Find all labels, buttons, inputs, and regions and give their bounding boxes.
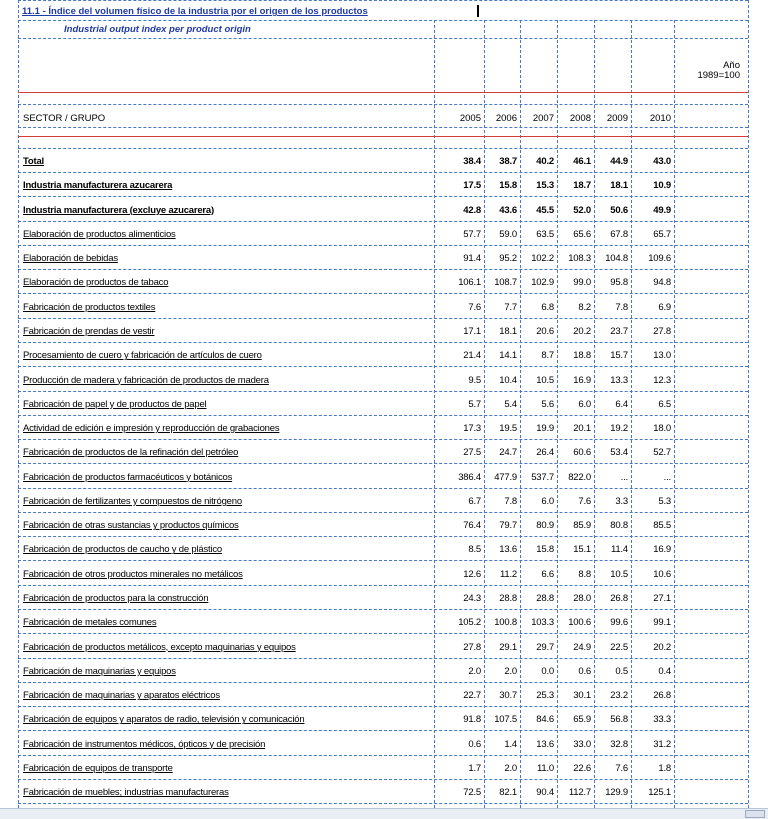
- grid-hline: [18, 658, 748, 659]
- grid-hline: [18, 172, 748, 173]
- row-value-2007: 11.0: [537, 763, 554, 774]
- row-value-2005: 7.6: [468, 301, 481, 313]
- row-value-2008: 100.6: [568, 617, 591, 629]
- year-header-5: 2010: [649, 113, 671, 124]
- grid-hline: [18, 38, 748, 39]
- grid-hline: [18, 463, 748, 464]
- row-value-2007: 10.5: [536, 374, 554, 386]
- year-header-4: 2009: [606, 113, 628, 124]
- row-value-2009: 104.8: [605, 253, 628, 265]
- row-value-2006: 11.2: [500, 568, 517, 580]
- row-value-2008: 108.3: [568, 253, 591, 265]
- row-value-2005: 105.2: [458, 617, 481, 629]
- grid-hline: [18, 104, 748, 105]
- row-label: Fabricación de muebles; industrias manufactureras: [23, 787, 229, 799]
- row-label: Fabricación de maquinarias y equipos: [23, 665, 176, 677]
- row-value-2008: 15.1: [573, 544, 591, 556]
- row-value-2010: ...: [663, 471, 671, 483]
- row-value-2009: 95.8: [610, 277, 628, 289]
- row-value-2008: 8.2: [578, 301, 591, 313]
- row-label: Fabricación de productos de la refinación del petróleo: [23, 447, 239, 459]
- row-value-2005: 27.8: [463, 641, 481, 653]
- row-value-2006: 100.8: [494, 617, 517, 629]
- row-value-2007: 103.3: [531, 617, 554, 629]
- row-value-2010: 109.6: [648, 253, 671, 265]
- row-label: Elaboración de productos de tabaco: [23, 277, 169, 289]
- row-value-2005: 5.7: [468, 398, 481, 410]
- page-break-line: [748, 0, 749, 808]
- row-value-2007: 6.8: [541, 301, 554, 313]
- unit-label-year: Año: [723, 60, 740, 71]
- row-value-2006: 18.1: [499, 325, 517, 337]
- grid-hline: [18, 127, 748, 128]
- row-value-2010: 52.7: [653, 447, 671, 459]
- row-value-2007: 0.0: [541, 665, 554, 677]
- grid-hline: [18, 269, 748, 270]
- grid-vline: [484, 20, 485, 808]
- row-value-2008: 60.6: [573, 447, 591, 459]
- row-label: Fabricación de maquinarias y aparatos eléctricos: [23, 690, 220, 702]
- row-value-2010: 31.2: [653, 738, 671, 750]
- row-value-2008: 22.6: [573, 763, 591, 774]
- row-value-2008: 18.8: [573, 350, 591, 362]
- row-value-2007: 537.7: [531, 471, 554, 483]
- row-value-2007: 26.4: [536, 447, 554, 459]
- row-value-2010: 0.4: [658, 665, 671, 677]
- row-value-2005: 17.5: [463, 180, 481, 192]
- row-value-2008: 0.6: [578, 665, 591, 677]
- row-label: Fabricación de otros productos minerales no metálicos: [23, 568, 243, 580]
- row-value-2006: 2.0: [504, 665, 517, 677]
- grid-hline: [18, 0, 748, 1]
- row-value-2009: 23.7: [610, 325, 628, 337]
- row-value-2007: 15.8: [536, 544, 554, 556]
- row-value-2009: 10.5: [610, 568, 628, 580]
- row-value-2008: 112.7: [568, 787, 591, 799]
- row-value-2008: 8.8: [578, 568, 591, 580]
- row-value-2005: 27.5: [463, 447, 481, 459]
- grid-hline: [18, 318, 748, 319]
- row-label: Procesamiento de cuero y fabricación de artículos de cuero: [23, 350, 262, 362]
- row-value-2010: 20.2: [653, 641, 671, 653]
- grid-vline: [674, 20, 675, 808]
- row-value-2009: 80.8: [610, 520, 628, 532]
- grid-vline: [594, 20, 595, 808]
- row-value-2007: 25.3: [536, 690, 554, 702]
- row-value-2007: 13.6: [536, 738, 554, 750]
- row-value-2008: 24.9: [573, 641, 591, 653]
- row-value-2005: 57.7: [463, 228, 481, 240]
- row-value-2006: 38.7: [499, 156, 517, 167]
- red-rule: [18, 136, 748, 137]
- grid-hline: [18, 342, 748, 343]
- row-value-2006: 43.6: [499, 204, 517, 216]
- row-value-2005: 91.4: [463, 253, 481, 265]
- row-value-2007: 15.3: [536, 180, 554, 192]
- grid-vline: [557, 20, 558, 808]
- row-label: Industria manufacturera (excluye azucarera): [23, 204, 214, 216]
- row-value-2006: 14.1: [499, 350, 517, 362]
- grid-vline: [631, 20, 632, 808]
- row-value-2009: 53.4: [610, 447, 628, 459]
- row-value-2005: 2.0: [468, 665, 481, 677]
- row-value-2008: 85.9: [573, 520, 591, 532]
- year-header-1: 2006: [495, 113, 517, 124]
- grid-hline: [18, 415, 748, 416]
- row-value-2005: 9.5: [468, 374, 481, 386]
- row-value-2006: 7.8: [504, 495, 517, 507]
- row-value-2010: 125.1: [648, 787, 671, 799]
- row-value-2005: 6.7: [468, 495, 481, 507]
- grid-vline: [520, 20, 521, 808]
- row-value-2009: 15.7: [610, 350, 628, 362]
- red-rule: [18, 92, 748, 93]
- row-value-2008: 33.0: [573, 738, 591, 750]
- grid-hline: [18, 293, 748, 294]
- grid-hline: [18, 488, 748, 489]
- row-value-2005: 1.7: [468, 763, 481, 774]
- row-value-2007: 80.9: [536, 520, 554, 532]
- row-value-2006: 82.1: [499, 787, 517, 799]
- row-value-2010: 65.7: [653, 228, 671, 240]
- grid-vline: [434, 20, 435, 808]
- row-value-2005: 22.7: [463, 690, 481, 702]
- row-value-2009: 7.6: [615, 763, 628, 774]
- row-value-2010: 27.8: [653, 325, 671, 337]
- row-value-2006: 79.7: [499, 520, 517, 532]
- row-value-2005: 42.8: [463, 204, 481, 216]
- row-value-2008: 822.0: [568, 471, 591, 483]
- row-value-2008: 20.1: [573, 423, 591, 435]
- row-value-2006: 15.8: [499, 180, 517, 192]
- row-value-2005: 17.3: [463, 423, 481, 435]
- row-value-2006: 95.2: [499, 253, 517, 265]
- row-value-2009: 67.8: [610, 228, 628, 240]
- row-value-2008: 65.6: [573, 228, 591, 240]
- row-value-2005: 38.4: [463, 156, 481, 167]
- row-value-2008: 16.9: [573, 374, 591, 386]
- row-value-2008: 7.6: [578, 495, 591, 507]
- row-value-2009: 11.4: [611, 544, 628, 556]
- row-value-2005: 12.6: [463, 568, 481, 580]
- grid-hline: [18, 512, 748, 513]
- horizontal-scrollbar[interactable]: [0, 808, 768, 819]
- row-value-2010: 13.0: [653, 350, 671, 362]
- row-value-2006: 59.0: [499, 228, 517, 240]
- row-value-2010: 12.3: [653, 374, 671, 386]
- row-value-2007: 29.7: [536, 641, 554, 653]
- row-value-2005: 72.5: [463, 787, 481, 799]
- row-label: Fabricación de instrumentos médicos, ópticos y de precisión: [23, 738, 266, 750]
- row-label: Total: [23, 156, 44, 167]
- grid-hline: [18, 560, 748, 561]
- row-value-2008: 52.0: [573, 204, 591, 216]
- row-value-2010: 6.9: [658, 301, 671, 313]
- unit-label-base: 1989=100: [697, 70, 740, 81]
- row-value-2008: 99.0: [573, 277, 591, 289]
- row-value-2009: 19.2: [610, 423, 628, 435]
- row-value-2010: 1.8: [658, 763, 671, 774]
- row-value-2007: 102.9: [531, 277, 554, 289]
- grid-hline: [18, 196, 748, 197]
- grid-vline: [18, 0, 19, 808]
- grid-hline: [18, 366, 748, 367]
- grid-hline: [18, 245, 748, 246]
- row-label: Fabricación de fertilizantes y compuestos de nitrógeno: [23, 495, 242, 507]
- row-label: Fabricación de productos farmacéuticos y botánicos: [23, 471, 233, 483]
- row-label: Fabricación de otras sustancias y productos químicos: [23, 520, 239, 532]
- row-value-2006: 10.4: [499, 374, 517, 386]
- row-value-2010: 10.9: [653, 180, 671, 192]
- row-value-2009: 18.1: [610, 180, 628, 192]
- year-header-0: 2005: [459, 113, 481, 124]
- row-value-2008: 46.1: [573, 156, 591, 167]
- row-value-2009: 0.5: [615, 665, 628, 677]
- row-value-2009: 6.4: [615, 398, 628, 410]
- row-value-2008: 65.9: [573, 714, 591, 726]
- row-value-2009: 3.3: [615, 495, 628, 507]
- row-value-2007: 6.0: [541, 495, 554, 507]
- row-value-2010: 43.0: [653, 156, 671, 167]
- row-value-2009: 32.8: [610, 738, 628, 750]
- row-label: Elaboración de bebidas: [23, 253, 118, 265]
- grid-hline: [18, 755, 748, 756]
- grid-hline: [18, 536, 748, 537]
- row-value-2006: 5.4: [504, 398, 517, 410]
- row-value-2007: 20.6: [536, 325, 554, 337]
- row-value-2007: 63.5: [536, 228, 554, 240]
- row-value-2006: 107.5: [494, 714, 517, 726]
- row-value-2009: 26.8: [610, 593, 628, 605]
- grid-hline: [18, 779, 748, 780]
- row-label: Fabricación de equipos de transporte: [23, 763, 173, 774]
- row-value-2006: 108.7: [494, 277, 517, 289]
- row-value-2008: 20.2: [573, 325, 591, 337]
- row-value-2009: 22.5: [610, 641, 628, 653]
- row-value-2009: 23.2: [610, 690, 628, 702]
- row-label: Producción de madera y fabricación de productos de madera: [23, 374, 269, 386]
- grid-hline: [18, 221, 748, 222]
- row-value-2007: 28.8: [536, 593, 554, 605]
- grid-hline: [18, 609, 748, 610]
- row-label: Fabricación de productos textiles: [23, 301, 156, 313]
- grid-hline: [18, 391, 748, 392]
- row-value-2006: 477.9: [494, 471, 517, 483]
- row-value-2009: 50.6: [610, 204, 628, 216]
- grid-hline: [18, 730, 748, 731]
- row-value-2007: 40.2: [536, 156, 554, 167]
- row-label: Industria manufacturera azucarera: [23, 180, 173, 192]
- row-label: Fabricación de prendas de vestir: [23, 325, 155, 337]
- row-value-2006: 28.8: [499, 593, 517, 605]
- row-value-2007: 6.6: [541, 568, 554, 580]
- grid-hline: [18, 439, 748, 440]
- row-value-2005: 386.4: [458, 471, 481, 483]
- row-value-2009: ...: [620, 471, 628, 483]
- row-value-2009: 44.9: [610, 156, 628, 167]
- grid-hline: [18, 585, 748, 586]
- row-value-2008: 28.0: [573, 593, 591, 605]
- row-value-2006: 2.0: [504, 763, 517, 774]
- year-header-2: 2007: [532, 113, 554, 124]
- row-value-2005: 17.1: [463, 325, 481, 337]
- row-value-2006: 7.7: [504, 301, 517, 313]
- row-value-2010: 49.9: [653, 204, 671, 216]
- grid-hline: [18, 148, 748, 149]
- row-value-2006: 1.4: [504, 738, 517, 750]
- row-label: Fabricación de productos metálicos, excepto maquinarias y equipos: [23, 641, 296, 653]
- row-value-2006: 29.1: [499, 641, 517, 653]
- row-value-2007: 8.7: [541, 350, 554, 362]
- row-value-2008: 18.7: [573, 180, 591, 192]
- table-subtitle: Industrial output index per product origin: [64, 24, 251, 35]
- row-label: Fabricación de productos para la construcción: [23, 593, 209, 605]
- sector-column-header: SECTOR / GRUPO: [23, 113, 106, 124]
- row-value-2005: 8.5: [468, 544, 481, 556]
- table-title: 11.1 - Índice del volumen físico de la industria por el origen de los productos: [22, 6, 368, 17]
- row-value-2010: 27.1: [653, 593, 671, 605]
- row-value-2005: 24.3: [463, 593, 481, 605]
- row-label: Fabricación de equipos y aparatos de radio, televisión y comunicación: [23, 714, 305, 726]
- row-value-2008: 30.1: [573, 690, 591, 702]
- grid-hline: [18, 706, 748, 707]
- row-value-2007: 102.2: [531, 253, 554, 265]
- row-value-2005: 76.4: [463, 520, 481, 532]
- text-cursor: [477, 5, 479, 17]
- row-value-2008: 6.0: [578, 398, 591, 410]
- grid-hline: [18, 633, 748, 634]
- row-value-2010: 18.0: [653, 423, 671, 435]
- row-value-2010: 10.6: [653, 568, 671, 580]
- grid-hline: [18, 20, 748, 21]
- row-value-2007: 45.5: [536, 204, 554, 216]
- row-label: Fabricación de metales comunes: [23, 617, 157, 629]
- row-value-2009: 56.8: [610, 714, 628, 726]
- row-value-2010: 94.8: [653, 277, 671, 289]
- row-value-2005: 91.8: [463, 714, 481, 726]
- row-value-2010: 5.3: [658, 495, 671, 507]
- row-value-2010: 26.8: [653, 690, 671, 702]
- row-label: Fabricación de productos de caucho y de plástico: [23, 544, 222, 556]
- row-value-2005: 21.4: [463, 350, 481, 362]
- row-value-2005: 106.1: [458, 277, 481, 289]
- row-value-2009: 129.9: [605, 787, 628, 799]
- row-value-2007: 5.6: [541, 398, 554, 410]
- year-header-3: 2008: [569, 113, 591, 124]
- row-value-2010: 33.3: [653, 714, 671, 726]
- row-value-2006: 30.7: [499, 690, 517, 702]
- row-value-2010: 99.1: [653, 617, 671, 629]
- row-value-2009: 7.8: [615, 301, 628, 313]
- row-value-2007: 84.6: [536, 714, 554, 726]
- row-label: Elaboración de productos alimenticios: [23, 228, 176, 240]
- row-value-2005: 0.6: [468, 738, 481, 750]
- row-value-2009: 99.6: [610, 617, 628, 629]
- row-label: Actividad de edición e impresión y reproducción de grabaciones: [23, 423, 280, 435]
- row-value-2007: 19.9: [536, 423, 554, 435]
- row-value-2006: 24.7: [499, 447, 517, 459]
- row-value-2010: 85.5: [653, 520, 671, 532]
- grid-hline: [18, 803, 748, 804]
- scroll-right-button[interactable]: [745, 810, 765, 818]
- grid-hline: [18, 682, 748, 683]
- row-value-2009: 13.3: [610, 374, 628, 386]
- row-value-2007: 90.4: [536, 787, 554, 799]
- row-value-2006: 13.6: [499, 544, 517, 556]
- row-label: Fabricación de papel y de productos de papel: [23, 398, 207, 410]
- row-value-2010: 6.5: [658, 398, 671, 410]
- row-value-2010: 16.9: [653, 544, 671, 556]
- row-value-2006: 19.5: [499, 423, 517, 435]
